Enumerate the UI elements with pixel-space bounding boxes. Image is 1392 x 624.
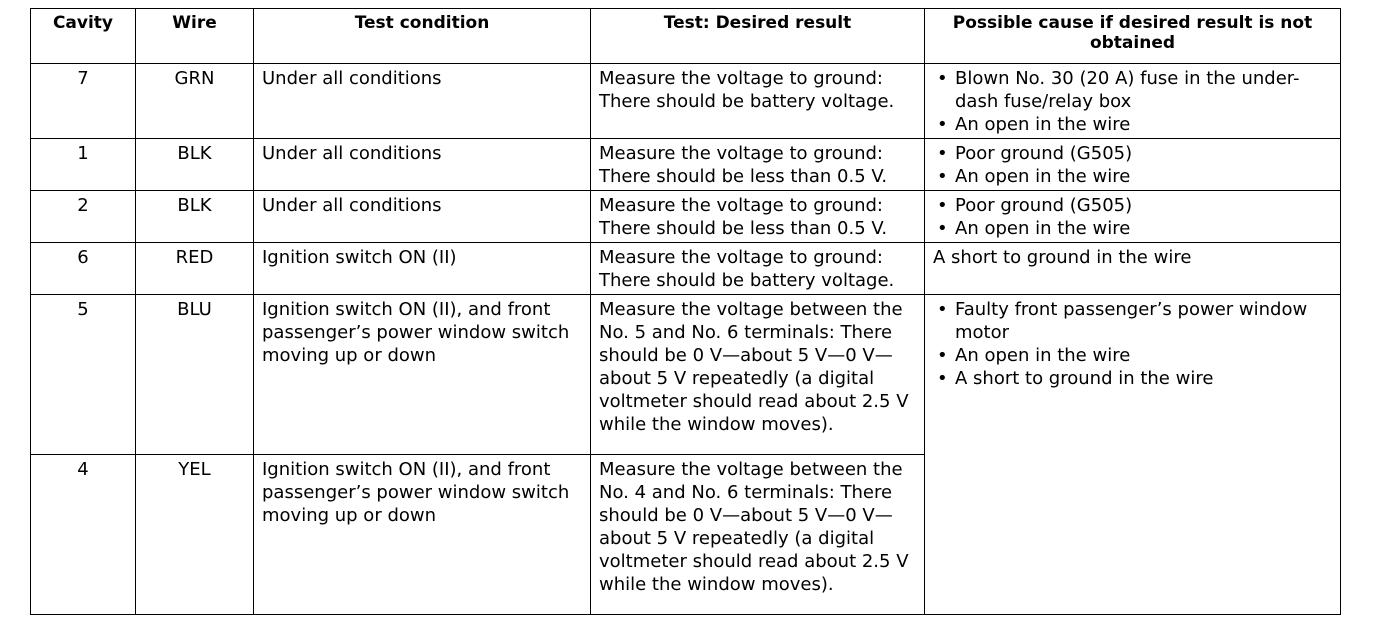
- result-cell: Measure the voltage to ground: There should be battery voltage.: [591, 64, 925, 139]
- cavity-cell: 1: [31, 139, 136, 191]
- condition-cell: Ignition switch ON (II), and front passenger’s power window switch moving up or down: [254, 295, 591, 455]
- cause-list: [933, 142, 1336, 188]
- condition-cell: Ignition switch ON (II): [254, 243, 591, 295]
- cause-list: [933, 67, 1336, 136]
- cause-item: • An open in the wire: [933, 113, 1336, 136]
- result-cell: Measure the voltage between the No. 5 and No. 6 terminals: There should be 0 V—about 5 V—0 V— about 5 V repeatedly (a digital voltmeter should read about 2.5 V while the window moves).: [591, 295, 925, 455]
- header-wire: Wire: [136, 9, 254, 64]
- cavity-cell: 6: [31, 243, 136, 295]
- cause-item: • An open in the wire: [933, 344, 1336, 367]
- cavity-cell: 5: [31, 295, 136, 455]
- cause-cell: [925, 191, 1341, 243]
- condition-cell: Under all conditions: [254, 139, 591, 191]
- result-cell: Measure the voltage to ground: There should be less than 0.5 V.: [591, 139, 925, 191]
- cause-cell: [925, 295, 1341, 615]
- cause-item: • A short to ground in the wire: [933, 367, 1336, 390]
- table-row: [31, 139, 1341, 191]
- wire-cell: BLK: [136, 191, 254, 243]
- header-desired-result: Test: Desired result: [591, 9, 925, 64]
- table-row: [31, 243, 1341, 295]
- result-cell: Measure the voltage to ground: There should be battery voltage.: [591, 243, 925, 295]
- cause-text: A short to ground in the wire: [933, 247, 1192, 268]
- cause-item: • Blown No. 30 (20 A) fuse in the under-dash fuse/relay box: [933, 67, 1336, 113]
- table-row: [31, 295, 1341, 455]
- condition-cell: Ignition switch ON (II), and front passenger’s power window switch moving up or down: [254, 455, 591, 615]
- header-row: [31, 9, 1341, 64]
- cavity-cell: 2: [31, 191, 136, 243]
- result-cell: Measure the voltage between the No. 4 and No. 6 terminals: There should be 0 V—about 5 V—0 V— about 5 V repeatedly (a digital voltmeter should read about 2.5 V while the window moves).: [591, 455, 925, 615]
- cause-item: • An open in the wire: [933, 165, 1336, 188]
- table-row: [31, 191, 1341, 243]
- cause-item: • Poor ground (G505): [933, 194, 1336, 217]
- cause-cell: [925, 139, 1341, 191]
- wire-cell: YEL: [136, 455, 254, 615]
- cavity-cell: 4: [31, 455, 136, 615]
- condition-cell: Under all conditions: [254, 64, 591, 139]
- cause-item: • Faulty front passenger’s power window motor: [933, 298, 1336, 344]
- header-possible-cause: Possible cause if desired result is not obtained: [925, 9, 1341, 64]
- table-row: [31, 64, 1341, 139]
- wire-cell: BLK: [136, 139, 254, 191]
- cause-item: • An open in the wire: [933, 217, 1336, 240]
- cause-cell: [925, 64, 1341, 139]
- wire-cell: RED: [136, 243, 254, 295]
- result-cell: Measure the voltage to ground: There should be less than 0.5 V.: [591, 191, 925, 243]
- condition-cell: Under all conditions: [254, 191, 591, 243]
- diagnostic-table: [30, 8, 1341, 615]
- cause-list: [933, 194, 1336, 240]
- cause-cell: [925, 243, 1341, 295]
- wire-cell: BLU: [136, 295, 254, 455]
- header-test-condition: Test condition: [254, 9, 591, 64]
- cause-list: [933, 298, 1336, 390]
- wire-cell: GRN: [136, 64, 254, 139]
- header-cavity: Cavity: [31, 9, 136, 64]
- cause-item: • Poor ground (G505): [933, 142, 1336, 165]
- cavity-cell: 7: [31, 64, 136, 139]
